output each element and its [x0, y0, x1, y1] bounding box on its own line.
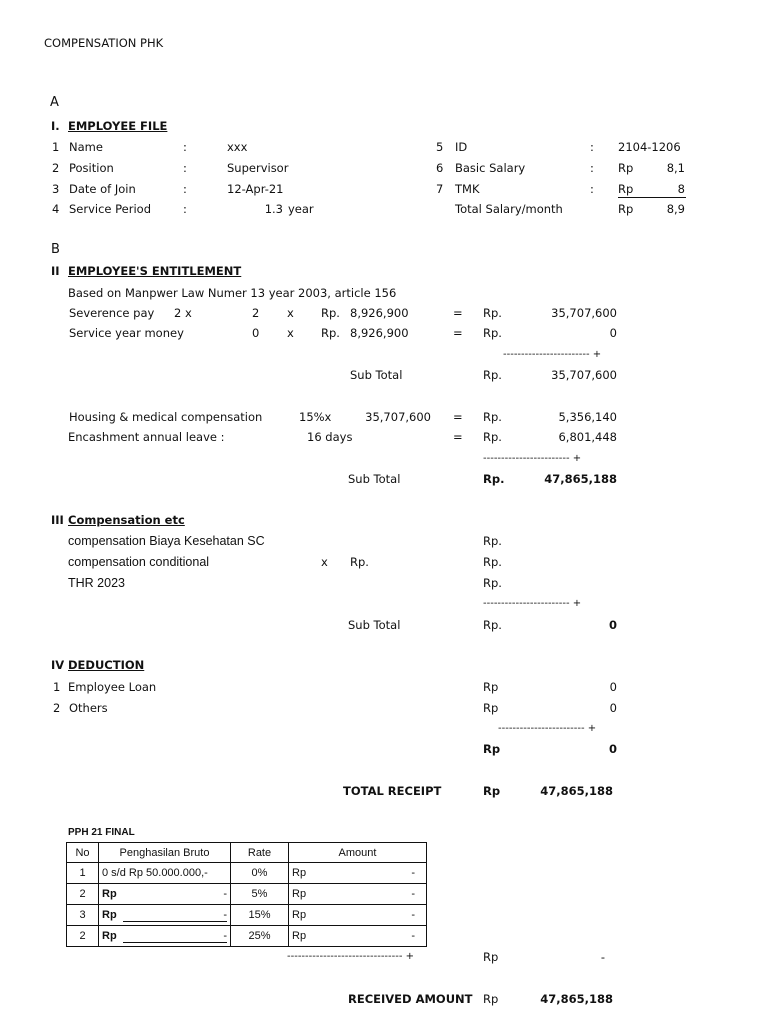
- severance-multiplier: 2: [252, 306, 260, 320]
- severance-factor: 2 x: [174, 306, 192, 320]
- pph-row-2-bruto: [99, 884, 231, 905]
- pph-row-1-no: 1: [67, 863, 99, 884]
- basic-salary-currency: Rp: [618, 161, 634, 175]
- housing-label: Housing & medical compensation: [69, 410, 263, 424]
- service-period-unit: year: [288, 202, 314, 216]
- leave-days: 16 days: [307, 430, 353, 444]
- subtotal-3-amount: 0: [608, 618, 617, 632]
- received-amount-rp: Rp: [483, 992, 499, 1006]
- row-2-label: Position: [69, 161, 114, 175]
- pph-row-2-bruto-value: -: [223, 888, 227, 900]
- total-receipt-amount: 47,865,188: [540, 784, 613, 798]
- deduction-2-rp: Rp: [483, 701, 499, 715]
- deduction-1-number: 1: [53, 680, 61, 694]
- service-money-times: x: [287, 326, 294, 340]
- row-2-colon: :: [183, 161, 187, 175]
- pph-row-3-bruto-value: -: [123, 909, 227, 922]
- severance-equals: =: [453, 306, 463, 320]
- row-6-label: Basic Salary: [455, 161, 526, 175]
- pph-table: [66, 842, 427, 947]
- employee-position: Supervisor: [227, 161, 289, 175]
- pph-row-3-no: 3: [67, 905, 99, 926]
- row-7-colon: :: [590, 182, 594, 196]
- date-of-join: 12-Apr-21: [227, 182, 284, 196]
- legal-basis: Based on Manpwer Law Numer 13 year 2003, article 156: [68, 286, 397, 300]
- deduction-1-rp: Rp: [483, 680, 499, 694]
- service-money-base: 8,926,900: [350, 326, 409, 340]
- pph-row-2-no: 2: [67, 884, 99, 905]
- section-i-title: EMPLOYEE FILE: [68, 119, 168, 133]
- table-row: [67, 863, 427, 884]
- row-4-label: Service Period: [69, 202, 152, 216]
- leave-equals: =: [453, 430, 463, 444]
- deduction-total-amount: 0: [608, 742, 617, 756]
- service-money-equals: =: [453, 326, 463, 340]
- deduction-2-amount: 0: [609, 701, 617, 715]
- row-1-number: 1: [52, 140, 60, 154]
- row-3-label: Date of Join: [69, 182, 136, 196]
- pph-row-3-rate: 15%: [231, 905, 289, 926]
- row-3-colon: :: [183, 182, 187, 196]
- row-6-number: 6: [436, 161, 444, 175]
- sum-line-3: ------------------------ +: [483, 598, 582, 609]
- sum-line-1: ------------------------ +: [503, 349, 602, 360]
- deduction-total-rp: Rp: [483, 742, 501, 756]
- pph-row-1-amount-rp: Rp: [292, 867, 307, 879]
- row-2-number: 2: [52, 161, 60, 175]
- pph-row-2-amount-rp: Rp: [292, 888, 307, 900]
- pph-row-3-bruto-rp: Rp: [102, 908, 117, 921]
- row-7-number: 7: [436, 182, 444, 196]
- comp-item-2-label: compensation conditional: [68, 555, 210, 569]
- service-period-value: 1.3: [264, 202, 283, 216]
- basic-salary-value: 8,1: [666, 161, 685, 175]
- housing-equals: =: [453, 410, 463, 424]
- section-iii-title: Compensation etc: [68, 513, 185, 527]
- received-amount-value: 47,865,188: [540, 992, 613, 1006]
- subtotal-2-rp: Rp.: [483, 472, 505, 486]
- severance-rp2: Rp.: [483, 306, 502, 320]
- table-row: [67, 926, 427, 947]
- deduction-1-amount: 0: [609, 680, 617, 694]
- total-salary-value: 8,9: [666, 202, 685, 216]
- document-title: COMPENSATION PHK: [44, 36, 164, 50]
- received-amount-label: RECEIVED AMOUNT: [348, 992, 473, 1006]
- leave-amount: 6,801,448: [558, 430, 617, 444]
- employee-id: 2104-1206: [618, 140, 681, 154]
- comp-item-2-rp: Rp.: [483, 555, 502, 569]
- pph-row-1-bruto: 0 s/d Rp 50.000.000,-: [99, 863, 231, 884]
- comp-item-2-times: x: [321, 555, 328, 569]
- section-iv-number: IV: [51, 658, 65, 672]
- row-5-number: 5: [436, 140, 444, 154]
- pph-row-4-rate: 25%: [231, 926, 289, 947]
- severance-times: x: [287, 306, 294, 320]
- employee-name: xxx: [227, 140, 248, 154]
- comp-item-3-rp: Rp.: [483, 576, 502, 590]
- total-receipt-rp: Rp: [483, 784, 501, 798]
- pph-row-4-bruto: [99, 926, 231, 947]
- pph-header-bruto: Penghasilan Bruto: [99, 843, 231, 863]
- total-salary-currency: Rp: [618, 202, 634, 216]
- row-4-number: 4: [52, 202, 60, 216]
- leave-rp: Rp.: [483, 430, 502, 444]
- service-money-label: Service year money: [69, 326, 184, 340]
- housing-base: 35,707,600: [365, 410, 431, 424]
- sum-line-4: ------------------------ +: [498, 723, 597, 734]
- section-a-marker: A: [50, 95, 59, 110]
- section-i-number: I.: [51, 119, 60, 133]
- pph-title: PPH 21 FINAL: [68, 827, 135, 838]
- section-iii-number: III: [51, 513, 64, 527]
- table-row: [67, 884, 427, 905]
- deduction-2-number: 2: [53, 701, 61, 715]
- housing-amount: 5,356,140: [558, 410, 617, 424]
- deduction-1-label: Employee Loan: [68, 680, 157, 694]
- pph-row-3-bruto: [99, 905, 231, 926]
- pph-row-4-bruto-rp: Rp: [102, 929, 117, 942]
- sum-line-2: ------------------------ +: [483, 453, 582, 464]
- pph-row-3-amount-value: -: [411, 909, 415, 921]
- housing-percent: 15%x: [299, 410, 332, 424]
- total-receipt-label: TOTAL RECEIPT: [343, 784, 442, 798]
- pph-row-2-amount: [289, 884, 427, 905]
- subtotal-1-amount: 35,707,600: [551, 368, 617, 382]
- section-b-marker: B: [51, 242, 60, 257]
- tmk-value: 8: [677, 182, 685, 196]
- subtotal-2-label: Sub Total: [348, 472, 401, 486]
- housing-rp: Rp.: [483, 410, 502, 424]
- pph-row-4-no: 2: [67, 926, 99, 947]
- pph-header-row: [67, 843, 427, 863]
- subtotal-3-rp: Rp.: [483, 618, 502, 632]
- leave-label: Encashment annual leave :: [68, 430, 225, 444]
- service-money-multiplier: 0: [252, 326, 260, 340]
- pph-header-no: No: [67, 843, 99, 863]
- pph-row-4-amount-value: -: [411, 930, 415, 942]
- pph-row-4-amount: [289, 926, 427, 947]
- service-money-rp: Rp.: [321, 326, 340, 340]
- pph-sum-line: -------------------------------- +: [287, 951, 415, 962]
- total-salary-label: Total Salary/month: [455, 202, 563, 216]
- tmk-currency: Rp: [618, 182, 634, 196]
- pph-row-1-amount: [289, 863, 427, 884]
- comp-item-1-label: compensation Biaya Kesehatan SC: [68, 534, 265, 548]
- row-7-label: TMK: [455, 182, 480, 196]
- pph-row-2-rate: 5%: [231, 884, 289, 905]
- pph-total-amount: -: [600, 950, 605, 964]
- comp-item-3-label: THR 2023: [68, 576, 125, 590]
- total-salary-rule: [618, 197, 686, 198]
- row-6-colon: :: [590, 161, 594, 175]
- pph-header-rate: Rate: [231, 843, 289, 863]
- pph-row-3-amount: [289, 905, 427, 926]
- row-3-number: 3: [52, 182, 60, 196]
- severance-amount: 35,707,600: [551, 306, 617, 320]
- comp-item-1-rp: Rp.: [483, 534, 502, 548]
- pph-row-1-rate: 0%: [231, 863, 289, 884]
- pph-header-amount: Amount: [289, 843, 427, 863]
- severance-rp: Rp.: [321, 306, 340, 320]
- severance-base: 8,926,900: [350, 306, 409, 320]
- severance-label: Severence pay: [69, 306, 155, 320]
- comp-item-2-rp-mid: Rp.: [350, 555, 369, 569]
- pph-total-rp: Rp: [483, 950, 499, 964]
- row-1-label: Name: [69, 140, 103, 154]
- subtotal-3-label: Sub Total: [348, 618, 401, 632]
- service-money-rp2: Rp.: [483, 326, 502, 340]
- table-row: [67, 905, 427, 926]
- section-ii-number: II: [51, 264, 60, 278]
- pph-row-2-amount-value: -: [411, 888, 415, 900]
- row-5-colon: :: [590, 140, 594, 154]
- pph-row-4-amount-rp: Rp: [292, 930, 307, 942]
- pph-row-2-bruto-rp: Rp: [102, 888, 117, 900]
- subtotal-1-label: Sub Total: [350, 368, 403, 382]
- deduction-2-label: Others: [69, 701, 108, 715]
- subtotal-2-amount: 47,865,188: [544, 472, 617, 486]
- service-money-amount: 0: [609, 326, 617, 340]
- row-1-colon: :: [183, 140, 187, 154]
- section-iv-title: DEDUCTION: [68, 658, 145, 672]
- pph-row-4-bruto-value: -: [123, 930, 227, 943]
- pph-row-1-amount-value: -: [411, 867, 415, 879]
- subtotal-1-rp: Rp.: [483, 368, 502, 382]
- row-5-label: ID: [455, 140, 468, 154]
- row-4-colon: :: [183, 202, 187, 216]
- pph-row-3-amount-rp: Rp: [292, 909, 307, 921]
- section-ii-title: EMPLOYEE'S ENTITLEMENT: [68, 264, 242, 278]
